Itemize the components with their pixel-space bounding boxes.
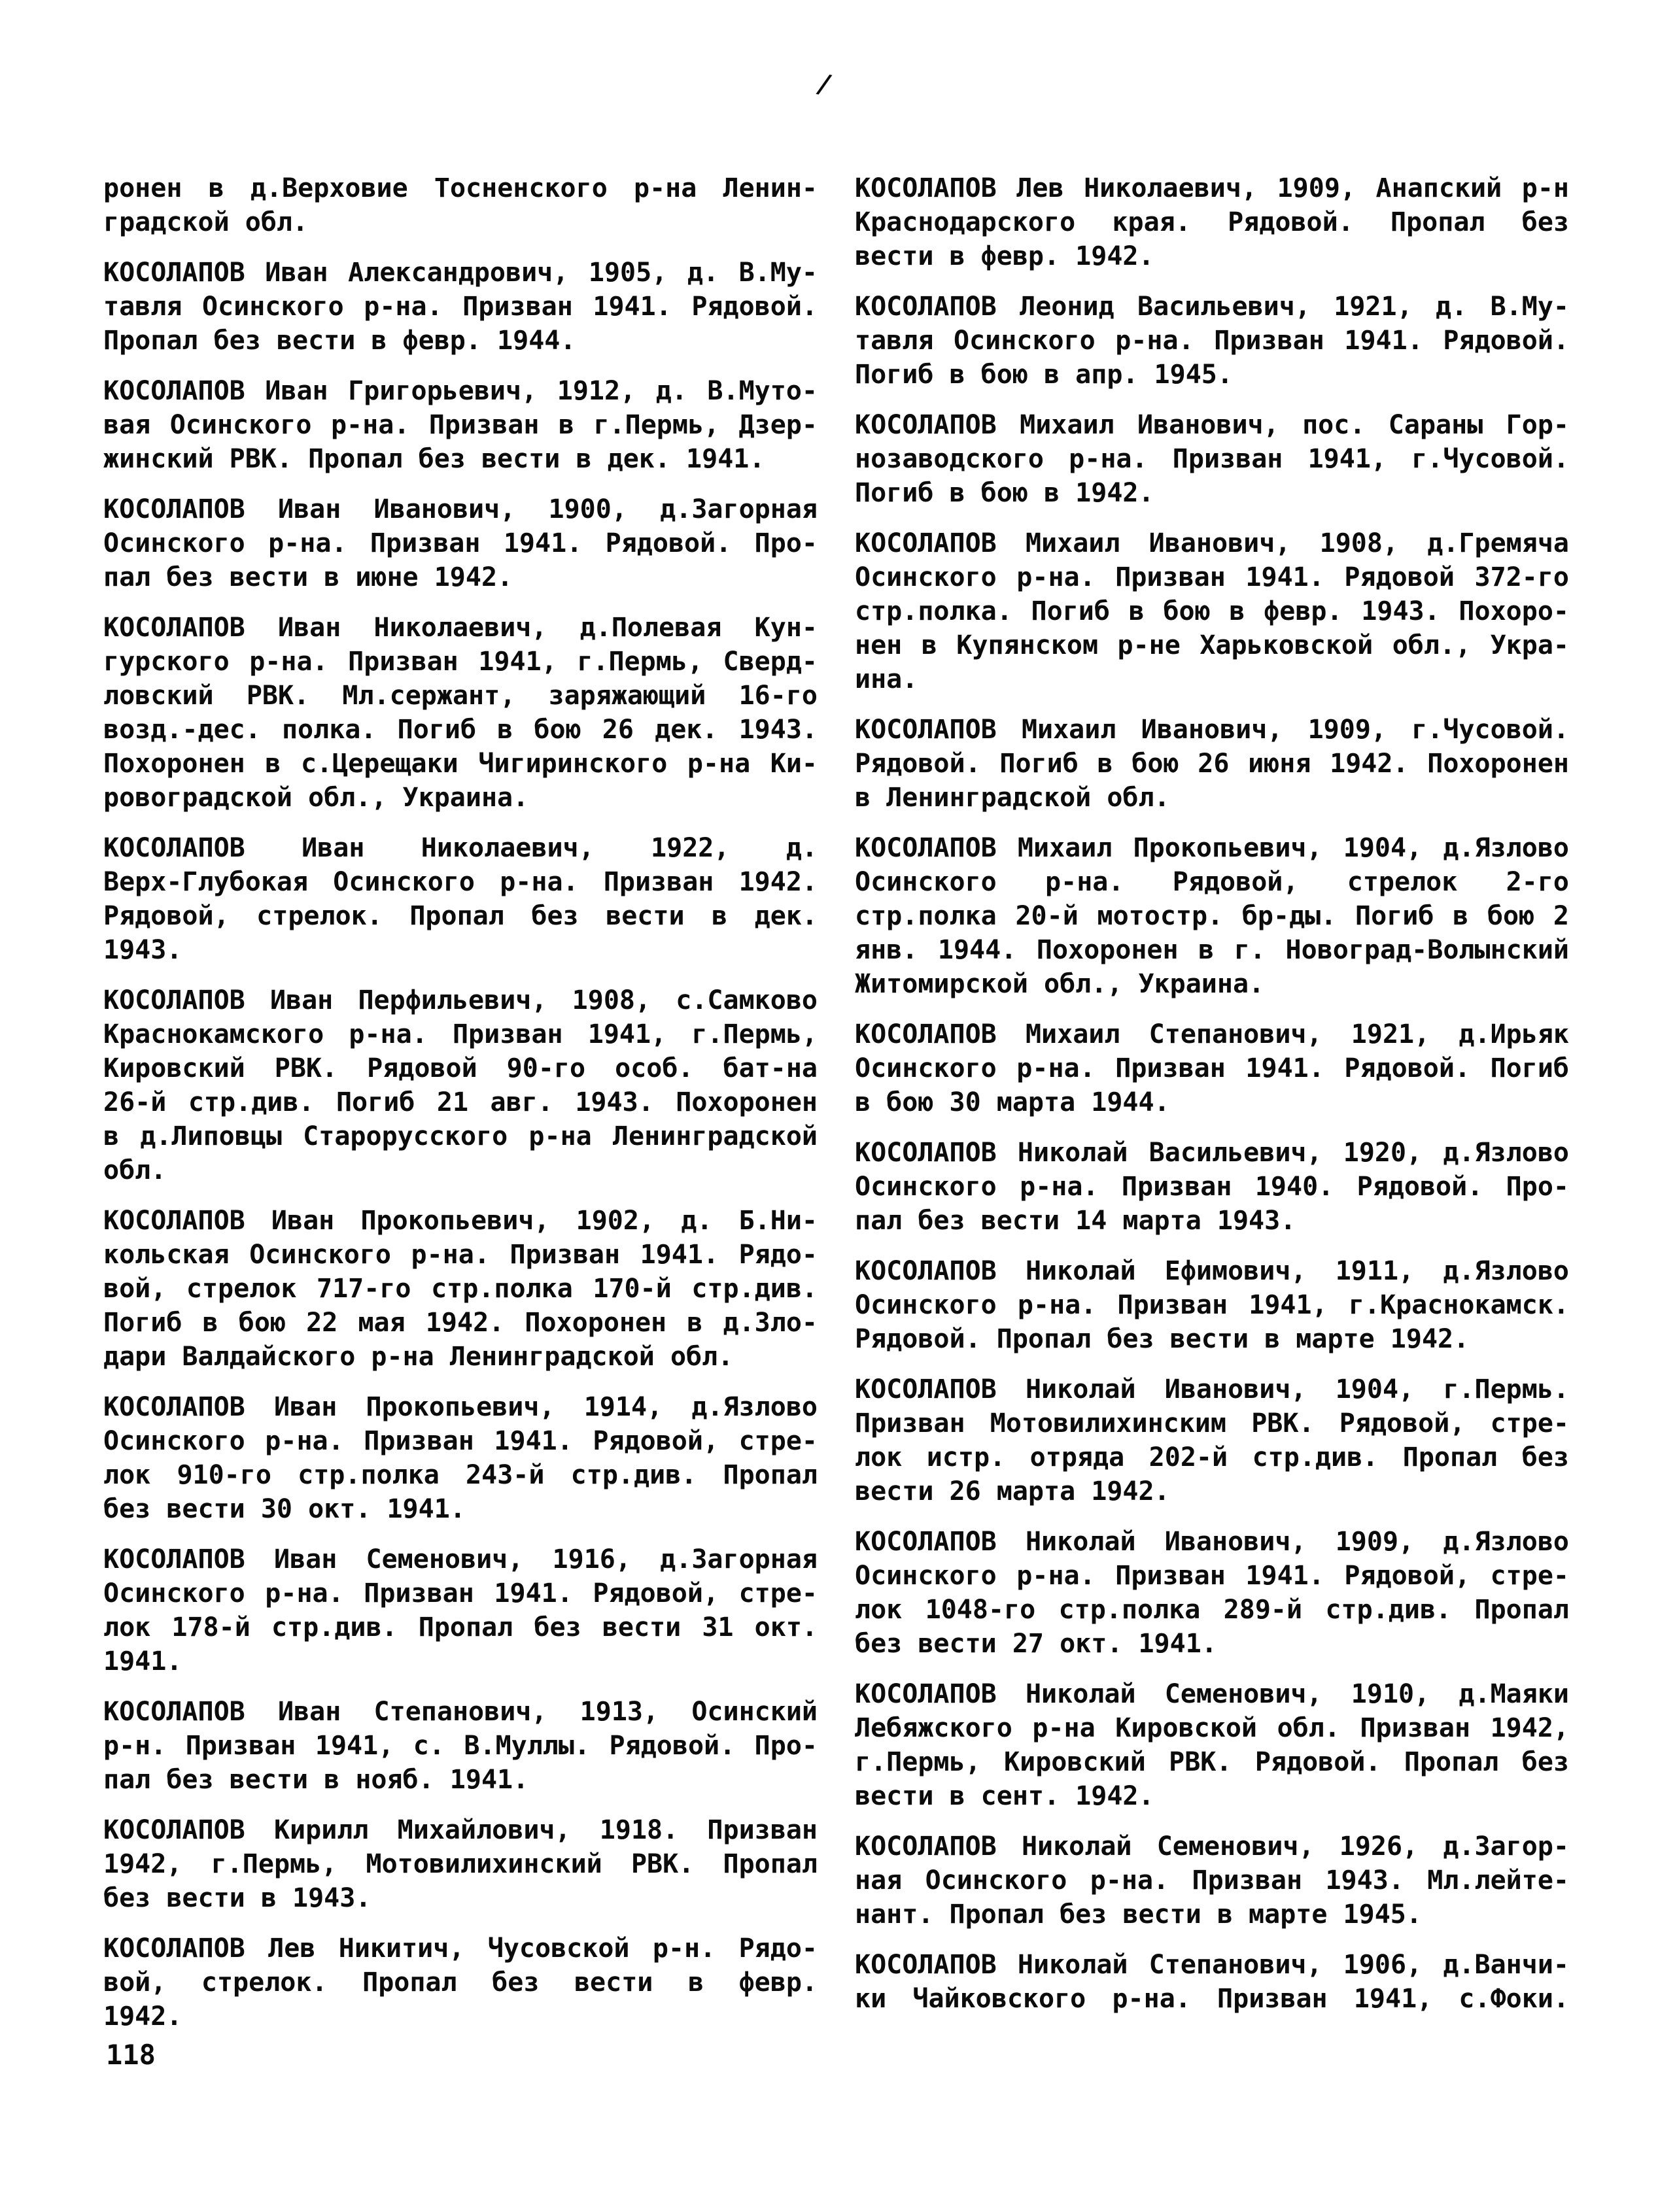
entry-line: возд.-дес. полка. Погиб в бою 26 дек. 1943. bbox=[103, 715, 818, 745]
entry-line: вести в сент. 1942. bbox=[855, 1781, 1154, 1811]
entry-line: КОСОЛАПОВ Николай Ефимович, 1911, д.Язлово bbox=[855, 1256, 1569, 1286]
memorial-entry bbox=[855, 290, 1569, 392]
entry-line: КОСОЛАПОВ Кирилл Михайлович, 1918. Призван bbox=[103, 1815, 818, 1845]
entry-line: стр.полка. Погиб в бою в февр. 1943. Похоро- bbox=[855, 596, 1569, 626]
entry-line: КОСОЛАПОВ Михаил Прокопьевич, 1904, д.Язлово bbox=[855, 833, 1569, 863]
entry-line: Краснокамского р-на. Призван 1941, г.Пермь, bbox=[103, 1019, 818, 1049]
entry-line: лок 1048-го стр.полка 289-й стр.див. Пропал bbox=[855, 1595, 1569, 1625]
entry-line: ронен в д.Верховие Тосненского р-на Ленин- bbox=[103, 173, 818, 203]
entry-line: 1943. bbox=[103, 935, 182, 965]
entry-line: градской обл. bbox=[103, 207, 309, 237]
entry-line: КОСОЛАПОВ Иван Семенович, 1916, д.Загорная bbox=[103, 1544, 818, 1574]
entry-line: Житомирской обл., Украина. bbox=[855, 969, 1265, 999]
entry-line: КОСОЛАПОВ Иван Степанович, 1913, Осинский bbox=[103, 1697, 818, 1727]
entry-line: Осинского р-на. Призван 1940. Рядовой. Про- bbox=[855, 1172, 1569, 1202]
entry-line: лок истр. отряда 202-й стр.див. Пропал без bbox=[855, 1442, 1569, 1472]
memorial-entry bbox=[103, 1542, 818, 1678]
entry-line: Кировский РВК. Рядовой 90-го особ. бат-на bbox=[103, 1053, 818, 1083]
entry-line: Осинского р-на. Призван 1941. Рядовой. Про- bbox=[103, 528, 818, 558]
memorial-entry bbox=[855, 1948, 1569, 2016]
memorial-entry bbox=[855, 526, 1569, 696]
entry-line: 26-й стр.див. Погиб 21 авг. 1943. Похоронен bbox=[103, 1087, 818, 1117]
entry-line: стр.полка 20-й мотостр. бр-ды. Погиб в бою 2 bbox=[855, 901, 1569, 931]
memorial-entry bbox=[103, 374, 818, 476]
entry-line: Похоронен в с.Церещаки Чигиринского р-на Ки- bbox=[103, 749, 818, 779]
memorial-entry bbox=[855, 1829, 1569, 1931]
entry-line: Рядовой, стрелок. Пропал без вести в дек. bbox=[103, 901, 818, 931]
memorial-entry bbox=[855, 1254, 1569, 1356]
entry-line: Краснодарского края. Рядовой. Пропал без bbox=[855, 207, 1569, 237]
entry-line: КОСОЛАПОВ Михаил Иванович, пос. Сараны Гор- bbox=[855, 410, 1569, 440]
memorial-entry bbox=[855, 408, 1569, 510]
memorial-entry bbox=[855, 831, 1569, 1001]
entry-line: ная Осинского р-на. Призван 1943. Мл.лейте- bbox=[855, 1865, 1569, 1896]
memorial-entry bbox=[855, 1677, 1569, 1813]
entry-line: г.Пермь, Кировский РВК. Рядовой. Пропал без bbox=[855, 1747, 1569, 1777]
entry-line: обл. bbox=[103, 1155, 167, 1185]
memorial-entry bbox=[103, 492, 818, 594]
entry-line: нант. Пропал без вести в марте 1945. bbox=[855, 1899, 1422, 1930]
entry-line: Осинского р-на. Призван 1941, г.Краснокамск. bbox=[855, 1290, 1569, 1320]
text-column-left bbox=[103, 171, 818, 2050]
text-column-right bbox=[855, 171, 1569, 2032]
entry-line: КОСОЛАПОВ Иван Иванович, 1900, д.Загорная bbox=[103, 494, 818, 524]
entry-line: ровоградской обл., Украина. bbox=[103, 783, 529, 813]
memorial-entry bbox=[103, 1204, 818, 1374]
entry-line: ловский РВК. Мл.сержант, заряжающий 16-го bbox=[103, 681, 818, 711]
entry-line: в д.Липовцы Старорусского р-на Ленинградской bbox=[103, 1121, 818, 1151]
entry-line: вой, стрелок 717-го стр.полка 170-й стр.див. bbox=[103, 1274, 818, 1304]
entry-line: КОСОЛАПОВ Николай Семенович, 1910, д.Маяки bbox=[855, 1679, 1569, 1709]
entry-line: пал без вести 14 марта 1943. bbox=[855, 1206, 1296, 1236]
entry-line: КОСОЛАПОВ Михаил Степанович, 1921, д.Ирьяк bbox=[855, 1019, 1569, 1049]
entry-line: в Ленинградской обл. bbox=[855, 783, 1170, 813]
entry-line: гурского р-на. Призван 1941, г.Пермь, Сверд- bbox=[103, 647, 818, 677]
entry-line: Рядовой. Погиб в бою 26 июня 1942. Похоронен bbox=[855, 749, 1569, 779]
entry-line: КОСОЛАПОВ Иван Прокопьевич, 1914, д.Язлово bbox=[103, 1392, 818, 1422]
scan-artifact-mark: / bbox=[814, 68, 835, 101]
memorial-entry bbox=[103, 983, 818, 1187]
entry-line: КОСОЛАПОВ Николай Васильевич, 1920, д.Язлово bbox=[855, 1138, 1569, 1168]
entry-line: КОСОЛАПОВ Иван Николаевич, д.Полевая Кун- bbox=[103, 613, 818, 643]
memorial-entry bbox=[103, 1695, 818, 1797]
entry-line: пал без вести в нояб. 1941. bbox=[103, 1765, 529, 1795]
entry-line: Осинского р-на. Рядовой, стрелок 2-го bbox=[855, 867, 1569, 897]
entry-line: Лебяжского р-на Кировской обл. Призван 1942, bbox=[855, 1713, 1569, 1743]
entry-line: Рядовой. Пропал без вести в марте 1942. bbox=[855, 1324, 1470, 1354]
entry-line: Осинского р-на. Призван 1941. Рядовой, стре- bbox=[103, 1578, 818, 1608]
entry-line: р-н. Призван 1941, с. В.Муллы. Рядовой. Про- bbox=[103, 1731, 818, 1761]
entry-line: лок 178-й стр.див. Пропал без вести 31 окт. bbox=[103, 1612, 818, 1642]
entry-line: Осинского р-на. Призван 1941. Рядовой, стре- bbox=[103, 1426, 818, 1456]
entry-line: КОСОЛАПОВ Иван Прокопьевич, 1902, д. Б.Ни- bbox=[103, 1206, 818, 1236]
entry-line: нен в Купянском р-не Харьковской обл., Укра- bbox=[855, 630, 1569, 660]
entry-line: Призван Мотовилихинским РВК. Рядовой, стре- bbox=[855, 1408, 1569, 1438]
entry-line: Осинского р-на. Призван 1941. Рядовой 372-го bbox=[855, 562, 1569, 592]
entry-line: Верх-Глубокая Осинского р-на. Призван 1942. bbox=[103, 867, 818, 897]
entry-line: вести в февр. 1942. bbox=[855, 241, 1154, 271]
entry-line: ина. bbox=[855, 664, 918, 694]
entry-line: КОСОЛАПОВ Иван Перфильевич, 1908, с.Самково bbox=[103, 985, 818, 1015]
entry-line: жинский РВК. Пропал без вести в дек. 1941. bbox=[103, 444, 765, 474]
memorial-entry bbox=[103, 611, 818, 815]
memorial-entry bbox=[103, 831, 818, 967]
entry-line: КОСОЛАПОВ Николай Семенович, 1926, д.Загор- bbox=[855, 1831, 1569, 1862]
entry-line: КОСОЛАПОВ Иван Александрович, 1905, д. В.Му- bbox=[103, 258, 818, 288]
entry-line: без вести 30 окт. 1941. bbox=[103, 1494, 466, 1524]
entry-line: вести 26 марта 1942. bbox=[855, 1476, 1170, 1506]
memorial-entry bbox=[103, 171, 818, 239]
entry-line: нозаводского р-на. Призван 1941, г.Чусовой. bbox=[855, 444, 1569, 474]
entry-line: пал без вести в июне 1942. bbox=[103, 562, 513, 592]
entry-line: ки Чайковского р-на. Призван 1941, с.Фоки. bbox=[855, 1984, 1569, 2014]
entry-line: янв. 1944. Похоронен в г. Новоград-Волынский bbox=[855, 935, 1569, 965]
memorial-entry bbox=[103, 256, 818, 358]
entry-line: Осинского р-на. Призван 1941. Рядовой, стре- bbox=[855, 1561, 1569, 1591]
entry-line: без вести 27 окт. 1941. bbox=[855, 1629, 1217, 1659]
memorial-entry bbox=[103, 1390, 818, 1526]
entry-line: Погиб в бою в 1942. bbox=[855, 478, 1154, 508]
entry-line: кольская Осинского р-на. Призван 1941. Рядо- bbox=[103, 1240, 818, 1270]
entry-line: КОСОЛАПОВ Михаил Иванович, 1908, д.Гремяча bbox=[855, 528, 1569, 558]
memorial-entry bbox=[855, 713, 1569, 815]
entry-line: КОСОЛАПОВ Лев Никитич, Чусовской р-н. Рядо- bbox=[103, 1933, 818, 1964]
memorial-entry bbox=[855, 1017, 1569, 1119]
entry-line: в бою 30 марта 1944. bbox=[855, 1087, 1170, 1117]
entry-line: вой, стрелок. Пропал без вести в февр. bbox=[103, 1967, 818, 1998]
memorial-entry bbox=[855, 1136, 1569, 1238]
entry-line: КОСОЛАПОВ Николай Степанович, 1906, д.Ванчи- bbox=[855, 1950, 1569, 1980]
entry-line: без вести в 1943. bbox=[103, 1883, 371, 1913]
memorial-entry bbox=[103, 1931, 818, 2033]
memorial-entry bbox=[855, 1525, 1569, 1661]
memorial-entry bbox=[855, 1372, 1569, 1508]
entry-line: дари Валдайского р-на Ленинградской обл. bbox=[103, 1342, 734, 1372]
entry-line: 1942, г.Пермь, Мотовилихинский РВК. Пропал bbox=[103, 1849, 818, 1879]
entry-line: Погиб в бою в апр. 1945. bbox=[855, 360, 1233, 390]
memorial-entry bbox=[103, 1813, 818, 1915]
page-number: 118 bbox=[106, 2039, 156, 2071]
entry-line: Пропал без вести в февр. 1944. bbox=[103, 326, 576, 356]
entry-line: КОСОЛАПОВ Иван Николаевич, 1922, д. bbox=[103, 833, 818, 863]
entry-line: Осинского р-на. Призван 1941. Рядовой. Погиб bbox=[855, 1053, 1569, 1083]
entry-line: КОСОЛАПОВ Михаил Иванович, 1909, г.Чусовой. bbox=[855, 715, 1569, 745]
entry-line: КОСОЛАПОВ Николай Иванович, 1904, г.Пермь. bbox=[855, 1374, 1569, 1404]
entry-line: КОСОЛАПОВ Николай Иванович, 1909, д.Язлово bbox=[855, 1527, 1569, 1557]
entry-line: вая Осинского р-на. Призван в г.Пермь, Дзер- bbox=[103, 410, 818, 440]
entry-line: КОСОЛАПОВ Иван Григорьевич, 1912, д. В.Муто- bbox=[103, 376, 818, 406]
entry-line: тавля Осинского р-на. Призван 1941. Рядовой. bbox=[855, 326, 1569, 356]
entry-line: лок 910-го стр.полка 243-й стр.див. Пропал bbox=[103, 1460, 818, 1490]
entry-line: 1942. bbox=[103, 2001, 182, 2032]
entry-line: 1941. bbox=[103, 1646, 182, 1676]
memorial-entry bbox=[855, 171, 1569, 273]
entry-line: Погиб в бою 22 мая 1942. Похоронен в д.Зло- bbox=[103, 1308, 818, 1338]
entry-line: КОСОЛАПОВ Лев Николаевич, 1909, Анапский р-н bbox=[855, 173, 1569, 203]
entry-line: тавля Осинского р-на. Призван 1941. Рядовой. bbox=[103, 292, 818, 322]
entry-line: КОСОЛАПОВ Леонид Васильевич, 1921, д. В.Му- bbox=[855, 292, 1569, 322]
